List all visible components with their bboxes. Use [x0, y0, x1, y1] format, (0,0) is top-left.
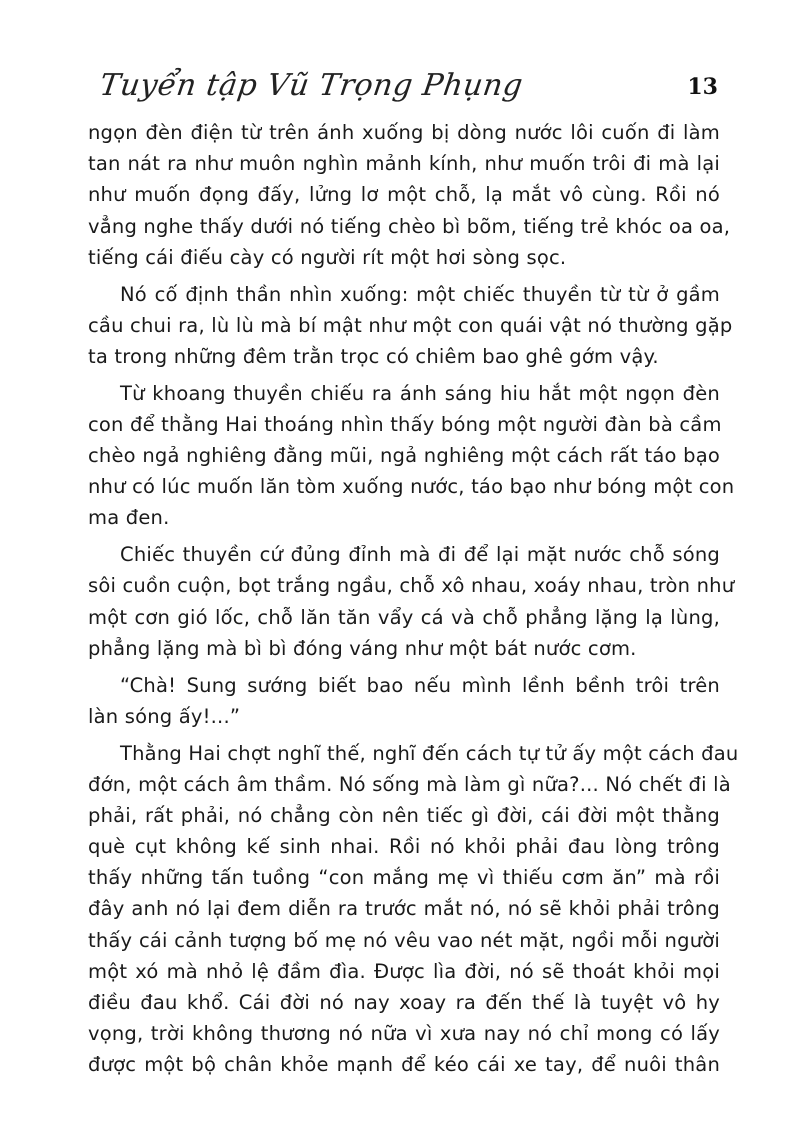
text-line: ta trong những đêm trằn trọc có chiêm bao ghê gớm vậy. [88, 344, 659, 368]
text-line: Thằng Hai chợt nghĩ thế, nghĩ đến cách tự tử ấy một cách đau [120, 741, 739, 765]
text-line: vẳng nghe thấy dưới nó tiếng chèo bì bõm, tiếng trẻ khóc oa oa, [88, 214, 731, 238]
text-line: Từ khoang thuyền chiếu ra ánh sáng hiu hắt một ngọn đèn [120, 381, 720, 405]
text-line: què cụt không kế sinh nhai. Rồi nó khỏi phải đau lòng trông [88, 835, 720, 859]
page-header [97, 64, 718, 114]
text-line: sôi cuồn cuộn, bọt trắng ngầu, chỗ xô nhau, xoáy nhau, tròn như [88, 574, 735, 598]
text-line: làn sóng ấy!...” [88, 704, 241, 728]
text-line: như muốn đọng đấy, lửng lơ một chỗ, lạ mắt vô cùng. Rồi nó [88, 183, 720, 207]
text-line: đớn, một cách âm thầm. Nó sống mà làm gì nữa?... Nó chết đi là [88, 772, 731, 796]
text-line: thấy cái cảnh tượng bố mẹ nó vêu vao nét mặt, ngồi mỗi người [88, 928, 720, 952]
page-number: 13 [687, 74, 718, 100]
text-line: thấy những tấn tuồng “con mắng mẹ vì thiếu cơm ăn” mà rồi [88, 866, 720, 890]
text-line: một xó mà nhỏ lệ đầm đìa. Được lìa đời, nó sẽ thoát khỏi mọi [88, 959, 720, 983]
text-line: tan nát ra như muôn nghìn mảnh kính, như muốn trôi đi mà lại [88, 152, 720, 176]
text-line: cầu chui ra, lù lù mà bí mật như một con quái vật nó thường gặp [88, 313, 733, 337]
text-line: tiếng cái điếu cày có người rít một hơi sòng sọc. [88, 245, 567, 269]
text-line: như có lúc muốn lăn tòm xuống nước, táo bạo như bóng một con [88, 475, 735, 499]
text-line: phải, rất phải, nó chẳng còn nên tiếc gì đời, cái đời một thằng [88, 803, 720, 827]
text-line: được một bộ chân khỏe mạnh để kéo cái xe tay, để nuôi thân [88, 1053, 720, 1077]
text-line: ma đen. [88, 506, 170, 530]
text-line: con để thằng Hai thoáng nhìn thấy bóng một người đàn bà cầm [88, 412, 722, 436]
text-line: vọng, trời không thương nó nữa vì xưa nay nó chỉ mong có lấy [88, 1022, 720, 1046]
text-line: một cơn gió lốc, chỗ lăn tăn vẩy cá và chỗ phẳng lặng lạ lùng, [88, 605, 720, 629]
text-line: điều đau khổ. Cái đời nó nay xoay ra đến thế là tuyệt vô hy [88, 991, 720, 1015]
text-line: đây anh nó lại đem diễn ra trước mắt nó, nó sẽ khỏi phải trông [88, 897, 720, 921]
text-line: Chiếc thuyền cứ đủng đỉnh mà đi để lại mặt nước chỗ sóng [120, 543, 720, 567]
text-line: phẳng lặng mà bì bì đóng váng như một bát nước cơm. [88, 636, 637, 660]
text-line: ngọn đèn điện từ trên ánh xuống bị dòng nước lôi cuốn đi làm [88, 121, 720, 144]
text-line: chèo ngả nghiêng đằng mũi, ngả nghiêng một cách rất táo bạo [88, 444, 720, 468]
text-line: “Chà! Sung sướng biết bao nếu mình lềnh bềnh trôi trên [120, 673, 720, 697]
running-title: Tuyển tập Vũ Trọng Phụng [97, 68, 526, 103]
text-line: Nó cố định thần nhìn xuống: một chiếc thuyền từ từ ở gầm [120, 282, 720, 306]
body-text [88, 117, 739, 1081]
